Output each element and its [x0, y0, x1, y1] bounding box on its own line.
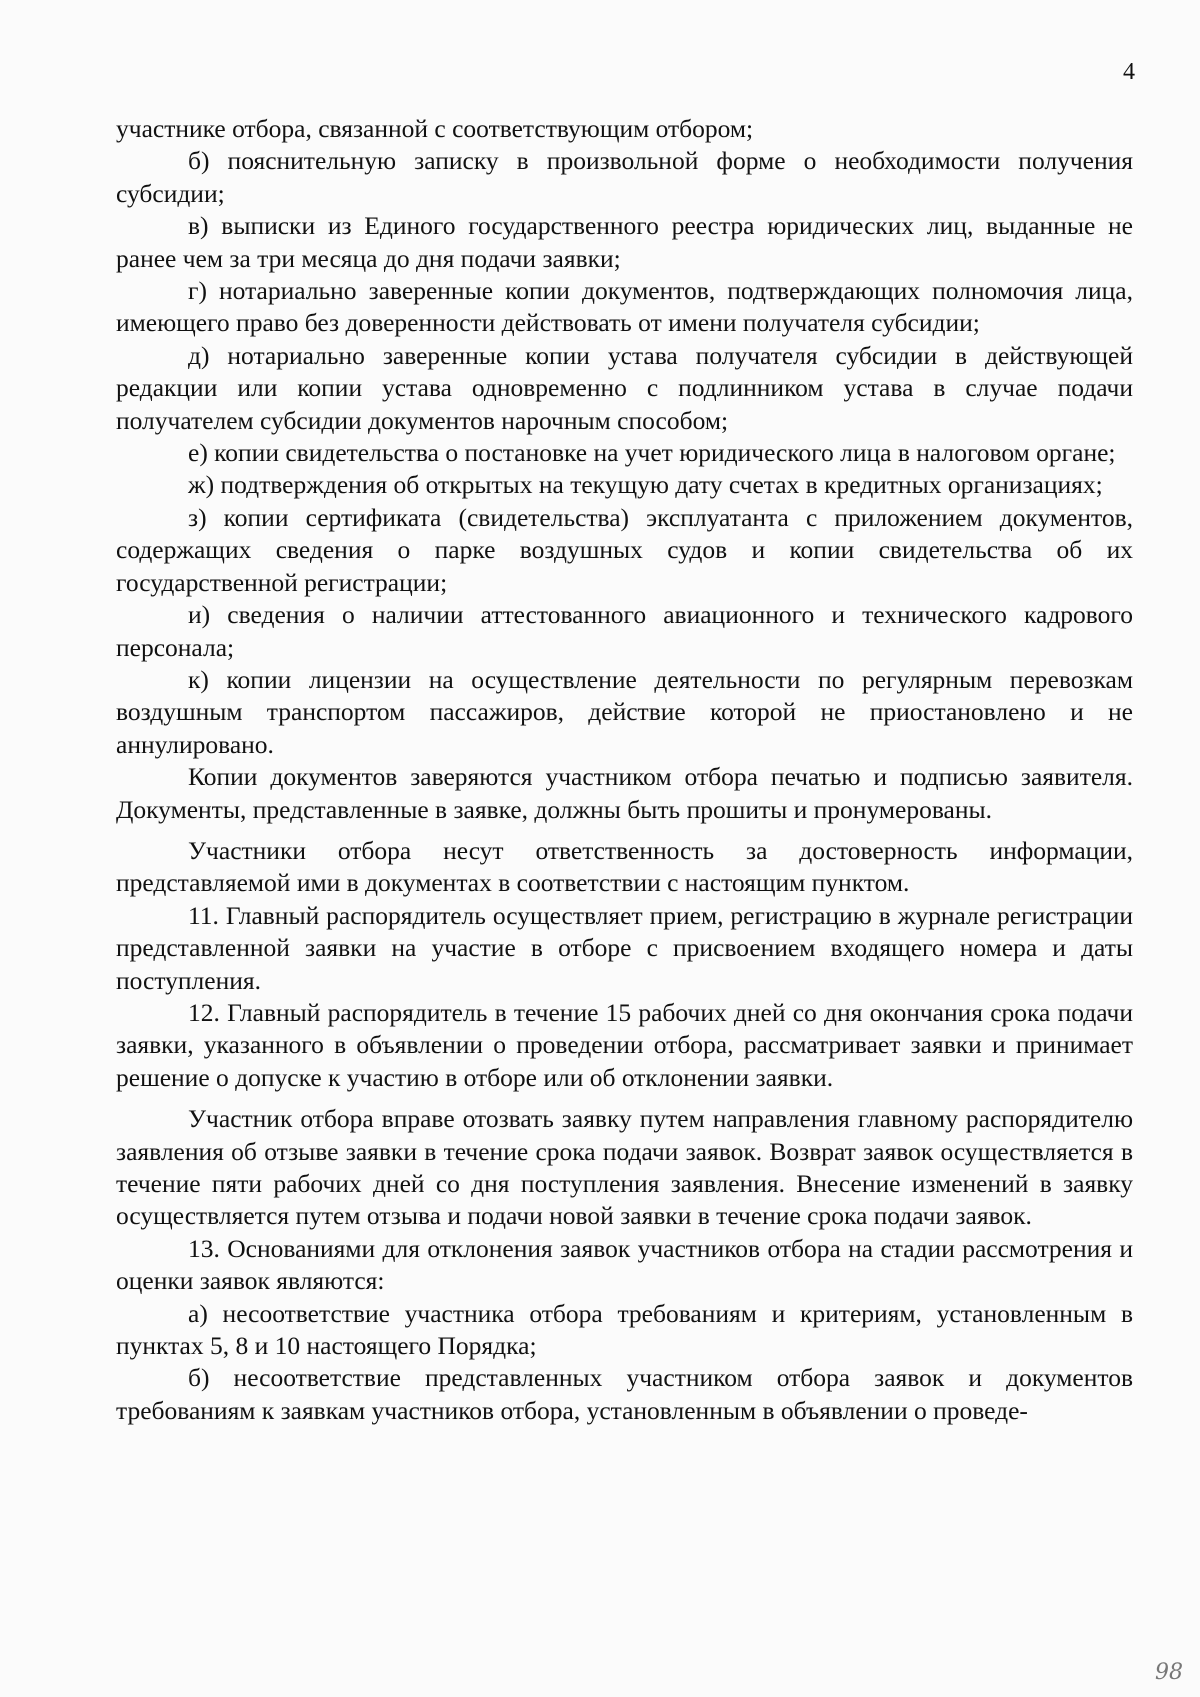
paragraph-item-z: з) копии сертификата (свидетельства) эксплуатанта с приложением документов, содержащих сведения о парке воздушных судов и копии свидетельства об их государственной регистрации;: [116, 502, 1133, 597]
paragraph-item-b-rejection: б) несоответствие представленных участником отбора заявок и документов требованиям к заявкам участников отбора, установленным в объявлении о проведе-: [116, 1363, 1133, 1425]
page-number: 4: [1123, 59, 1135, 85]
paragraph-item-d: д) нотариально заверенные копии устава получателя субсидии в действующей редакции или копии устава одновременно с подлинником устава в случае подачи получателем субсидии документов нарочным способом;: [116, 340, 1133, 435]
paragraph-item-k: к) копии лицензии на осуществление деятельности по регулярным перевозкам воздушным транспортом пассажиров, действие которой не приостановлено и не аннулировано.: [116, 664, 1133, 759]
paragraph-item-zh: ж) подтверждения об открытых на текущую дату счетах в кредитных организациях;: [188, 470, 1103, 500]
paragraph-item-e: е) копии свидетельства о постановке на учет юридического лица в налоговом органе;: [188, 438, 1116, 468]
paragraph-item-v: в) выписки из Единого государственного реестра юридических лиц, выданные не ранее чем за три месяца до дня подачи заявки;: [116, 211, 1133, 273]
paragraph-clause-12: 12. Главный распорядитель в течение 15 рабочих дней со дня окончания срока подачи заявки, указанного в объявлении о проведении отбора, рассматривает заявки и принимает решение о допуске к участию в отборе или об отклонении заявки.: [116, 997, 1133, 1092]
paragraph-continuation: участнике отбора, связанной с соответствующим отбором;: [116, 114, 754, 143]
paragraph-clause-13: 13. Основаниями для отклонения заявок участников отбора на стадии рассмотрения и оценки заявок являются:: [116, 1233, 1133, 1296]
paragraph-responsibility: Участники отбора несут ответственность за достоверность информации, представляемой ими в документах в соответствии с настоящим пунктом.: [116, 835, 1133, 898]
paragraph-clause-11: 11. Главный распорядитель осуществляет прием, регистрацию в журнале регистрации представленной заявки на участие в отборе с присвоением входящего номера и даты поступления.: [116, 900, 1133, 995]
paragraph-item-g: г) нотариально заверенные копии документов, подтверждающих полномочия лица, имеющего право без доверенности действовать от имени получателя субсидии;: [116, 276, 1133, 338]
paragraph-item-b: б) пояснительную записку в произвольной форме о необходимости получения субсидии;: [116, 146, 1133, 208]
handwritten-sheet-number: 98: [1155, 1660, 1183, 1685]
paragraph-copies-certification: Копии документов заверяются участником отбора печатью и подписью заявителя. Документы, представленные в заявке, должны быть прошиты и пронумерованы.: [116, 762, 1133, 824]
paragraph-item-a-rejection: а) несоответствие участника отбора требованиям и критериям, установленным в пунктах 5, 8 и 10 настоящего Порядка;: [116, 1298, 1133, 1361]
document-body: [116, 113, 1133, 1427]
paragraph-item-i: и) сведения о наличии аттестованного авиационного и технического кадрового персонала;: [116, 600, 1133, 662]
paragraph-withdrawal: Участник отбора вправе отозвать заявку путем направления главному распорядителю заявления об отзыве заявки в течение срока подачи заявок. Возврат заявок осуществляется в течение пяти рабочих дней со дня поступления заявления. Внесение изменений в заявку осуществляется путем отзыва и подачи новой заявки в течение срока подачи заявок.: [116, 1104, 1133, 1231]
